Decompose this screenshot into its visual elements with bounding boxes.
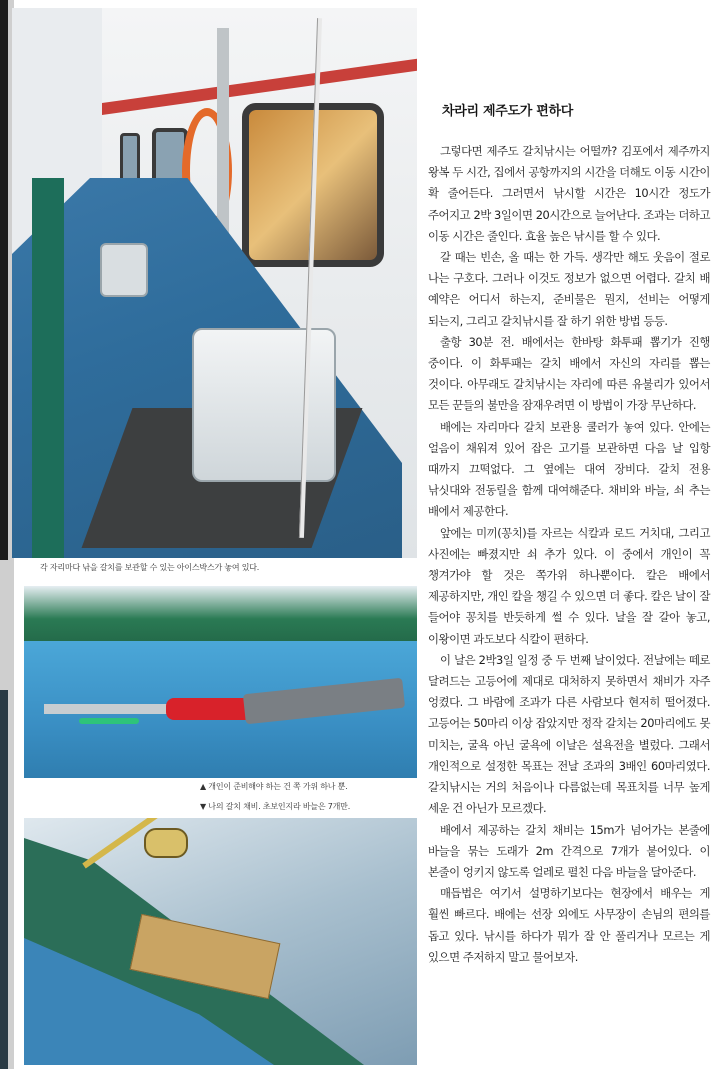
photo1-caption: 각 자리마다 낚을 갈치를 보관할 수 있는 아이스박스가 놓여 있다.	[40, 563, 260, 572]
article-title: 차라리 제주도가 편하다	[442, 104, 574, 119]
green-clip	[79, 718, 139, 724]
article	[428, 100, 710, 968]
article-paragraph: 이 날은 2박3일 일정 중 두 번째 날이었다. 전날에는 떼로 달려드는 고등어에 제대로 대처하지 못하면서 채비가 자주 엉켰다. 그 바람에 조과가 다른 사람보다 현저히 떨어졌다. 고등어는 50마리 이상 잡았지만 정작 갈치는 20마리에도 못 미치는, 굴욕 아닌 굴욕에 이날은 설욕전을 별렀다. 그래서 개인적으로 설정한 목표는 전날 조과의 3배인 60마리였다. 갈치낚시는 거의 처음이나 다름없는데 목표치를 너무 높게 세운 건 아닌가 모르겠다.	[428, 652, 710, 816]
article-paragraph: 배에서 제공하는 갈치 채비는 15m가 넘어가는 본줄에 바늘을 묶는 도래가 2m 간격으로 7개가 붙어있다. 이 본줄이 엉키지 않도록 얼레로 펼친 다음 바늘을 달아준다.	[428, 822, 710, 879]
ice-box	[192, 328, 336, 482]
electric-reel	[144, 828, 188, 858]
gutter-shadow-bottom	[0, 690, 8, 1069]
article-paragraph: 앞에는 미끼(꽁치)를 자르는 식칼과 로드 거치대, 그리고 사진에는 빠졌지만 쇠 추가 있다. 이 중에서 개인이 꼭 챙겨가야 할 것은 쪽가위 하나뿐이다. 칼은 배에서 제공하지만, 개인 칼을 챙길 수 있으면 더 좋다. 칼은 날이 잘 들어야 꽁치를 반듯하게 썰 수 있다. 날을 잘 갈아 놓고, 이왕이면 과도보다 식칼이 편하다.	[428, 525, 710, 646]
article-paragraph: 배에는 자리마다 갈치 보관용 쿨러가 놓여 있다. 안에는 얼음이 채워져 있어 잡은 고기를 보관하면 다음 날 입항 때까지 끄떡없다. 그 옆에는 대여 장비다. 갈치 전용 낚싯대와 전동릴을 함께 대여해준다. 채비와 바늘, 쇠 추는 배에서 제공한다.	[428, 419, 710, 519]
cabin-window-far	[120, 133, 140, 184]
photo2-caption: ▲ 개인이 준비해야 하는 건 쪽 가위 하나 뿐.	[200, 782, 348, 791]
distant-cooler	[100, 243, 148, 297]
article-paragraph: 매듭법은 여기서 설명하기보다는 현장에서 배우는 게 훨씬 빠르다. 배에는 선장 외에도 사무장이 손님의 편의를 돕고 있다. 낚시를 하다가 뭐가 잘 안 풀리거나 모르는 게 있으면 주저하지 말고 물어보자.	[428, 886, 710, 964]
knife-scissors-photo	[24, 586, 417, 778]
knife-handle	[166, 698, 256, 720]
reel-rail-photo	[24, 818, 417, 1065]
photo3-caption: ▼ 나의 갈치 채비. 초보인지라 바늘은 7개만.	[200, 802, 351, 811]
boat-deck-photo	[12, 8, 417, 558]
gutter-shadow-top	[0, 0, 8, 560]
trough-rim	[24, 586, 417, 641]
article-paragraph: 출항 30분 전. 배에서는 한바탕 화투패 뽑기가 진행 중이다. 이 화투패는 갈치 배에서 자신의 자리를 뽑는 것이다. 아무래도 갈치낚시는 자리에 따른 유불리가 있어서 모든 꾼들의 불만을 잠재우려면 이 방법이 가장 무난하다.	[428, 334, 710, 413]
green-rail	[32, 178, 64, 558]
article-paragraph: 갈 때는 빈손, 올 때는 한 가득. 생각만 해도 웃음이 절로 나는 구호다. 그러나 이것도 정보가 없으면 어렵다. 갈치 배 예약은 어디서 하는지, 준비물은 뭔지, 선비는 어떻게 되는지, 그리고 갈치낚시를 잘 하기 위한 방법 등등.	[428, 250, 710, 328]
article-paragraph: 그렇다면 제주도 갈치낚시는 어떨까? 김포에서 제주까지 왕복 두 시간, 집에서 공항까지의 시간을 더해도 이동 시간이 확 줄어든다. 그러면서 낚시할 시간은 10시간 정도가 주어지고 2박 3일이면 20시간으로 늘어난다. 조과는 더하고 이동 시간은 줄인다. 효율 높은 낚시를 할 수 있다.	[428, 144, 710, 243]
